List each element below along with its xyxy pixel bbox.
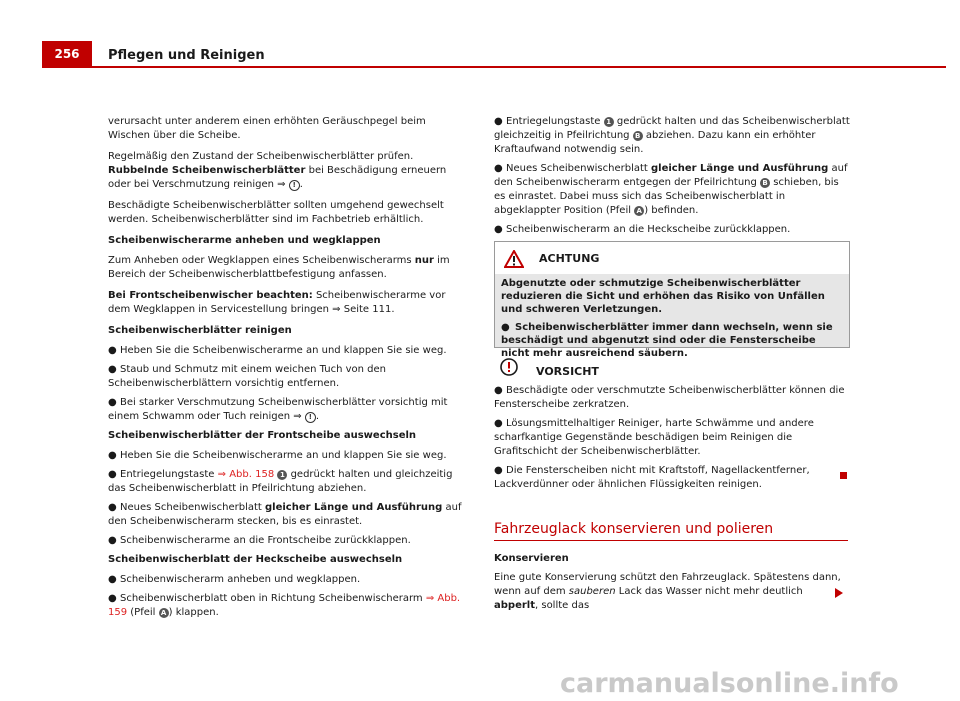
bullet-icon: ●	[494, 163, 503, 174]
list-item: ● Lösungsmittelhaltiger Reiniger, harte Schwämme und andere scharfkantige Gegenstände beschädigen beim Reinigen die Grafitschicht der Scheibenwischerblätter.	[494, 418, 814, 457]
paragraph: Beschädigte Scheibenwischerblätter sollten umgehend gewechselt werden. Scheibenwischerblätter sind im Fachbetrieb erhältlich.	[108, 200, 444, 225]
warning-text: ● Scheibenwischerblätter immer dann wechseln, wenn sie beschädigt und abgenutzt sind oder die Fensterscheibe nicht mehr ausreichend säubern.	[501, 322, 833, 359]
warning-text: Abgenutzte oder schmutzige Scheibenwischerblätter reduzieren die Sicht und erhöhen das Risiko von Unfällen und schweren Verletzungen.	[501, 278, 825, 315]
caution-exclamation-icon	[500, 358, 518, 376]
paragraph: verursacht unter anderem einen erhöhten Geräuschpegel beim Wischen über die Scheibe.	[108, 116, 426, 141]
bullet-icon: ●	[108, 593, 117, 604]
bullet-icon: ●	[494, 465, 503, 476]
list-item: ● Heben Sie die Scheibenwischerarme an und klappen Sie sie weg.	[108, 345, 447, 356]
warning-title: ACHTUNG	[539, 252, 600, 265]
bullet-icon: ●	[108, 535, 117, 546]
callout-b-icon: B	[633, 131, 643, 141]
figure-link[interactable]: ⇒ Abb. 158	[217, 469, 275, 480]
callout-b-icon: B	[760, 178, 770, 188]
bullet-icon: ●	[108, 574, 117, 585]
list-item: ● Scheibenwischerarm an die Heckscheibe zurückklappen.	[494, 224, 791, 235]
right-column	[494, 115, 850, 242]
caution-title: VORSICHT	[536, 365, 599, 378]
list-item: ● Die Fensterscheiben nicht mit Kraftstoff, Nagellackentferner, Lackverdünner oder ähnlichen Flüssigkeiten reinigen.	[494, 465, 810, 490]
warning-header	[495, 242, 849, 274]
callout-1-icon: 1	[277, 470, 287, 480]
bullet-icon: ●	[494, 418, 503, 429]
bullet-icon: ●	[108, 469, 117, 480]
list-item: ● Neues Scheibenwischerblatt gleicher Länge und Ausführung auf den Scheibenwischerarm stecken, bis es einrastet.	[108, 502, 462, 527]
chapter-title: Pflegen und Reinigen	[108, 48, 265, 63]
section-title: Fahrzeuglack konservieren und polieren	[494, 521, 774, 537]
section-rule	[494, 540, 848, 541]
paragraph: Zum Anheben oder Wegklappen eines Scheibenwischerarms nur im Bereich der Scheibenwischerblattbefestigung anfassen.	[108, 255, 450, 280]
list-item: ● Scheibenwischerblatt oben in Richtung Scheibenwischerarm ⇒ Abb. 159 (Pfeil A ) klappen.	[108, 593, 461, 618]
subheading: Konservieren	[494, 553, 569, 564]
subheading: Scheibenwischerblätter der Frontscheibe auswechseln	[108, 430, 417, 441]
caution-ref-icon: !	[289, 180, 300, 191]
subheading: Scheibenwischerblatt der Heckscheibe auswechseln	[108, 554, 403, 565]
callout-1-icon: 1	[604, 117, 614, 127]
list-item: ● Entriegelungstaste 1 gedrückt halten und das Scheibenwischerblatt gleichzeitig in Pfeilrichtung B abziehen. Dazu kann ein erhöhter Kraftaufwand notwendig sein.	[494, 116, 850, 155]
bullet-icon: ●	[108, 450, 117, 461]
list-item: ● Neues Scheibenwischerblatt gleicher Länge und Ausführung auf den Scheibenwischerarm entgegen der Pfeilrichtung B schieben, bis es einrastet. Dabei muss sich das Scheibenwischerblatt in abgeklappter Position (Pfeil A ) befinden.	[494, 163, 848, 216]
list-item: ● Scheibenwischerarme an die Frontscheibe zurückklappen.	[108, 535, 411, 546]
callout-a-icon: A	[159, 608, 169, 618]
warning-box	[494, 241, 850, 359]
list-item: ● Beschädigte oder verschmutzte Scheibenwischerblätter können die Fensterscheibe zerkratzen.	[494, 385, 845, 410]
bullet-icon: ●	[501, 322, 510, 333]
list-item: ● Heben Sie die Scheibenwischerarme an und klappen Sie sie weg.	[108, 450, 447, 461]
bullet-icon: ●	[108, 397, 117, 408]
paragraph: Regelmäßig den Zustand der Scheibenwischerblätter prüfen. Rubbelnde Scheibenwischerblätter bei Beschädigung erneuern oder bei Verschmutzung reinigen ⇒ ! .	[108, 151, 447, 190]
watermark: carmanualsonline.info	[560, 668, 899, 699]
list-item: ● Staub und Schmutz mit einem weichen Tuch von den Scheibenwischerblättern vorsichtig entfernen.	[108, 364, 386, 389]
paragraph: Eine gute Konservierung schützt den Fahrzeuglack. Spätestens dann, wenn auf dem sauberen Lack das Wasser nicht mehr deutlich abperlt, sollte das	[494, 572, 841, 611]
left-column	[108, 115, 464, 625]
page-number: 256	[42, 41, 92, 68]
list-item: ● Bei starker Verschmutzung Scheibenwischerblätter vorsichtig mit einem Schwamm oder Tuch reinigen ⇒ ! .	[108, 397, 448, 422]
continue-arrow-icon	[835, 588, 843, 598]
section-end-icon	[840, 472, 847, 479]
bullet-icon: ●	[494, 224, 503, 235]
caution-body	[494, 384, 850, 497]
paragraph: Bei Frontscheibenwischer beachten: Scheibenwischerarme vor dem Wegklappen in Servicestellung bringen ⇒ Seite 111.	[108, 290, 446, 315]
subheading: Scheibenwischerblätter reinigen	[108, 325, 292, 336]
bullet-icon: ●	[108, 364, 117, 375]
header-rule	[92, 66, 946, 68]
callout-a-icon: A	[634, 206, 644, 216]
warning-body	[495, 274, 849, 359]
caution-ref-icon: !	[305, 412, 316, 423]
bullet-icon: ●	[108, 502, 117, 513]
figure-link[interactable]: ⇒ Abb. 159	[108, 593, 461, 618]
page-header	[42, 0, 946, 68]
bullet-icon: ●	[494, 116, 503, 127]
bullet-icon: ●	[494, 385, 503, 396]
warning-triangle-icon	[504, 250, 524, 268]
list-item: ● Scheibenwischerarm anheben und wegklappen.	[108, 574, 361, 585]
bullet-icon: ●	[108, 345, 117, 356]
list-item: ● Entriegelungstaste ⇒ Abb. 158 1 gedrückt halten und gleichzeitig das Scheibenwischerblatt in Pfeilrichtung abziehen.	[108, 469, 453, 494]
subheading: Scheibenwischerarme anheben und wegklappen	[108, 235, 381, 246]
